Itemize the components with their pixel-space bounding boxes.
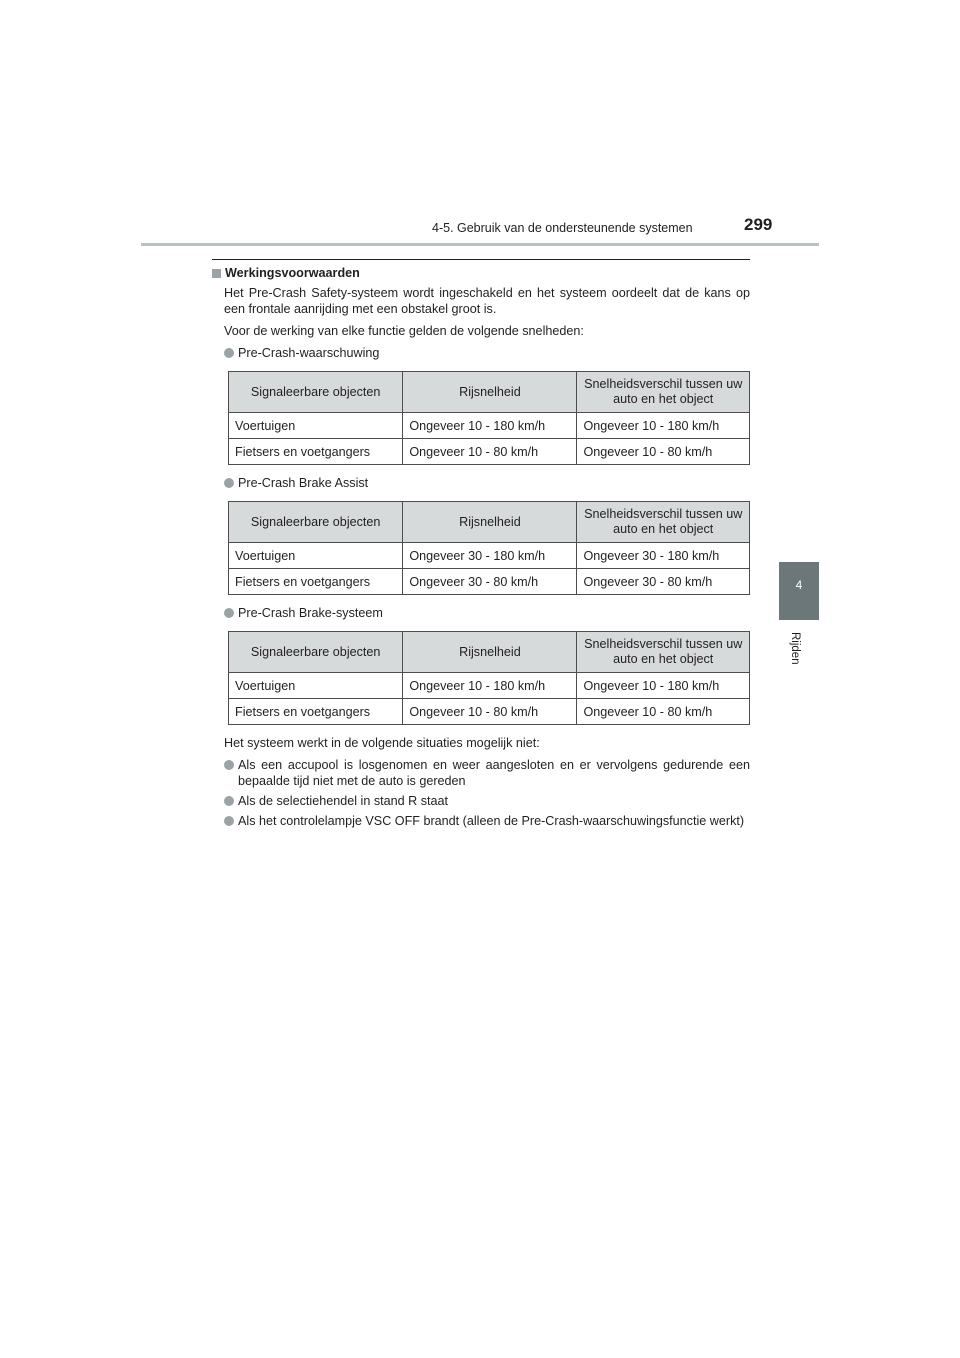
table-cell: Ongeveer 30 - 80 km/h bbox=[403, 569, 577, 595]
table-cell: Ongeveer 10 - 180 km/h bbox=[577, 673, 750, 699]
running-header-title: 4-5. Gebruik van de ondersteunende systemen bbox=[432, 221, 693, 235]
square-bullet-icon bbox=[212, 269, 221, 278]
not-working-intro: Het systeem werkt in de volgende situaties mogelijk niet: bbox=[224, 736, 540, 750]
list-item bbox=[224, 475, 750, 491]
table-cell: Fietsers en voetgangers bbox=[229, 569, 403, 595]
column-header-speed-difference: Snelheidsverschil tussen uw auto en het object bbox=[577, 502, 750, 543]
section-rule bbox=[212, 259, 750, 260]
chapter-label: Rijden bbox=[789, 632, 801, 665]
column-header-objects: Signaleerbare objecten bbox=[229, 632, 403, 673]
table-header-row bbox=[229, 372, 750, 413]
section-heading bbox=[212, 265, 750, 281]
table-cell: Voertuigen bbox=[229, 413, 403, 439]
list-item bbox=[224, 793, 750, 809]
table-cell: Ongeveer 10 - 180 km/h bbox=[577, 413, 750, 439]
round-bullet-icon bbox=[224, 816, 234, 826]
condition-text: Als een accupool is losgenomen en weer aangesloten en er vervolgens gedurende een bepaalde tijd niet met de auto is gereden bbox=[238, 758, 750, 788]
column-header-speed-difference: Snelheidsverschil tussen uw auto en het object bbox=[577, 372, 750, 413]
round-bullet-icon bbox=[224, 760, 234, 770]
table-row bbox=[229, 699, 750, 725]
table-row bbox=[229, 673, 750, 699]
speed-table bbox=[228, 501, 750, 595]
table-row bbox=[229, 413, 750, 439]
table-cell: Ongeveer 10 - 80 km/h bbox=[403, 439, 577, 465]
table-cell: Voertuigen bbox=[229, 673, 403, 699]
round-bullet-icon bbox=[224, 796, 234, 806]
table-cell: Ongeveer 10 - 80 km/h bbox=[577, 699, 750, 725]
table-cell: Ongeveer 30 - 180 km/h bbox=[577, 543, 750, 569]
column-header-speed: Rijsnelheid bbox=[403, 632, 577, 673]
header-rule bbox=[141, 243, 819, 246]
round-bullet-icon bbox=[224, 608, 234, 618]
function-name: Pre-Crash Brake-systeem bbox=[238, 606, 383, 620]
function-name: Pre-Crash Brake Assist bbox=[238, 476, 369, 490]
table-row bbox=[229, 439, 750, 465]
column-header-speed: Rijsnelheid bbox=[403, 372, 577, 413]
speed-table bbox=[228, 631, 750, 725]
table-row bbox=[229, 543, 750, 569]
chapter-number: 4 bbox=[795, 578, 803, 592]
column-header-objects: Signaleerbare objecten bbox=[229, 502, 403, 543]
round-bullet-icon bbox=[224, 478, 234, 488]
table-cell: Ongeveer 30 - 80 km/h bbox=[577, 569, 750, 595]
list-item bbox=[224, 813, 750, 829]
table-cell: Voertuigen bbox=[229, 543, 403, 569]
column-header-objects: Signaleerbare objecten bbox=[229, 372, 403, 413]
table-cell: Fietsers en voetgangers bbox=[229, 699, 403, 725]
section-heading-text: Werkingsvoorwaarden bbox=[225, 266, 360, 280]
table-cell: Ongeveer 10 - 180 km/h bbox=[403, 673, 577, 699]
table-cell: Ongeveer 10 - 80 km/h bbox=[577, 439, 750, 465]
speed-intro-paragraph: Voor de werking van elke functie gelden de volgende snelheden: bbox=[224, 324, 584, 338]
table-header-row bbox=[229, 632, 750, 673]
round-bullet-icon bbox=[224, 348, 234, 358]
table-cell: Fietsers en voetgangers bbox=[229, 439, 403, 465]
list-item bbox=[224, 345, 750, 361]
condition-text: Als de selectiehendel in stand R staat bbox=[238, 794, 449, 808]
table-header-row bbox=[229, 502, 750, 543]
column-header-speed-difference: Snelheidsverschil tussen uw auto en het object bbox=[577, 632, 750, 673]
chapter-label-container bbox=[783, 632, 807, 672]
condition-text: Als het controlelampje VSC OFF brandt (alleen de Pre-Crash-waarschuwingsfunctie werkt) bbox=[238, 814, 745, 828]
page-number: 299 bbox=[744, 215, 773, 234]
main-content bbox=[212, 265, 750, 833]
intro-paragraph: Het Pre-Crash Safety-systeem wordt ingeschakeld en het systeem oordeelt dat de kans op een frontale aanrijding met een obstakel groot is. bbox=[224, 286, 750, 316]
table-cell: Ongeveer 10 - 80 km/h bbox=[403, 699, 577, 725]
table-cell: Ongeveer 10 - 180 km/h bbox=[403, 413, 577, 439]
table-row bbox=[229, 569, 750, 595]
list-item bbox=[224, 605, 750, 621]
list-item bbox=[224, 757, 750, 789]
column-header-speed: Rijsnelheid bbox=[403, 502, 577, 543]
speed-table bbox=[228, 371, 750, 465]
function-name: Pre-Crash-waarschuwing bbox=[238, 346, 380, 360]
table-cell: Ongeveer 30 - 180 km/h bbox=[403, 543, 577, 569]
